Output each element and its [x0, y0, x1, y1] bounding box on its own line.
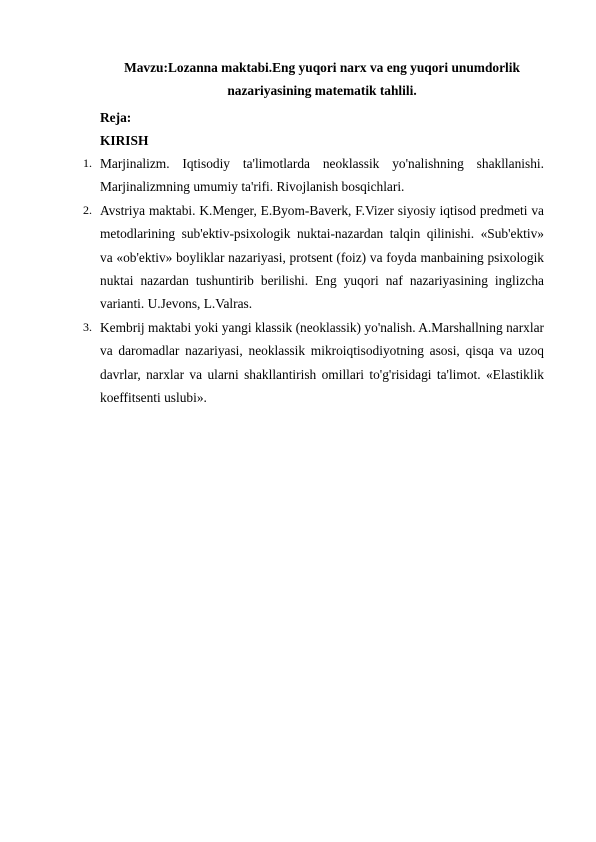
plan-list-item-1 [83, 152, 544, 199]
plan-list-item-3 [83, 316, 544, 410]
title-line-1: Mavzu:Lozanna maktabi.Eng yuqori narx va eng yuqori unumdorlik [124, 60, 520, 75]
list-item-text: Marjinalizm. Iqtisodiy ta'limotlarda neoklassik yo'nalishning shakllanishi. Marjinalizmning umumiy ta'rifi. Rivojlanish bosqichlari. [100, 156, 544, 195]
plan-list-item-2 [83, 199, 544, 316]
plan-list [83, 152, 544, 409]
title-line-2: nazariyasining matematik tahlili. [227, 83, 417, 98]
list-item-number: 3. [83, 319, 92, 334]
plan-heading: Reja: [100, 110, 132, 125]
list-item-text: Kembrij maktabi yoki yangi klassik (neoklassik) yo'nalish. A.Marshallning narxlar va daromadlar nazariyasi, neoklassik mikroiqtisodiyotning asosi, qisqa va uzoq davrlar, narxlar va ularni shakllantirish omillari to'g'risidagi ta'limot. «Elastiklik koeffitsenti uslubi». [100, 319, 544, 406]
document-title [100, 56, 544, 102]
intro-heading: KIRISH [100, 133, 149, 148]
list-item-number: 1. [83, 156, 92, 170]
list-item-text: Avstriya maktabi. K.Menger, E.Byom-Baverk, F.Vizer siyosiy iqtisod predmeti va metodlarining sub'ektiv-psixologik nuktai-nazardan talqin qilinishi. «Sub'ektiv» va «ob'ektiv» boyliklar nazariyasi, protsent (foiz) va foyda manbaining psixologik nuktai nazardan tushuntirib berilishi. Eng yuqori naf nazariyasining inglizcha varianti. U.Jevons, L.Valras. [100, 202, 544, 312]
list-item-number: 2. [83, 202, 92, 217]
